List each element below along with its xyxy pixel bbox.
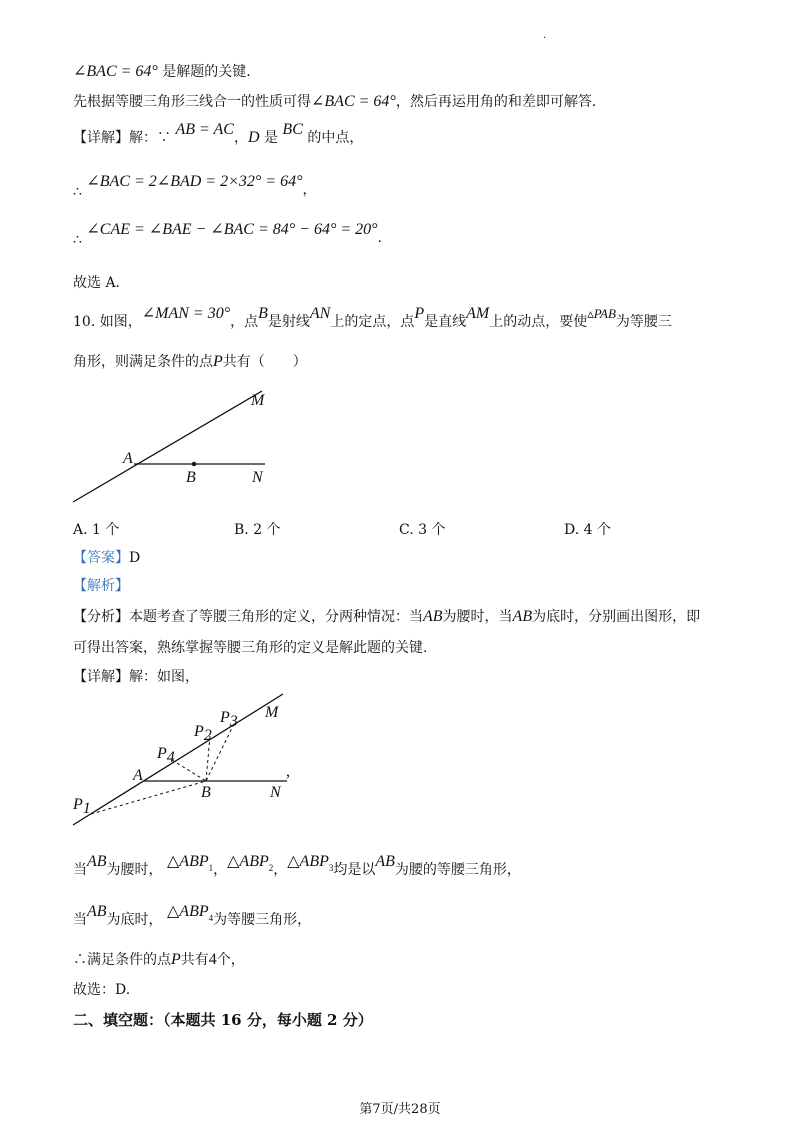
label-a: A <box>123 450 133 467</box>
choice-value: 4 个 <box>583 522 611 538</box>
text: 为底时，分别画出图形，即 <box>532 609 701 625</box>
solution-line-4 <box>73 172 317 200</box>
choice-c <box>399 519 445 539</box>
text: 为腰的等腰三角形， <box>394 862 521 878</box>
math: AB <box>87 903 107 920</box>
therefore-symbol: ∴ <box>73 232 82 248</box>
text: ∴满足条件的点 <box>73 952 171 968</box>
triangle-abp1: $\triangle ABP_1$ <box>167 853 214 873</box>
label-m: M <box>265 704 279 721</box>
text: ，点 <box>230 314 259 330</box>
analysis-line-1 <box>73 607 700 627</box>
choice-value: 2 个 <box>253 522 281 538</box>
math: B <box>258 305 268 322</box>
segment-p4-b <box>172 760 206 781</box>
answer-tag: 【答案】 <box>73 550 129 566</box>
because-symbol: ∵ <box>157 130 171 146</box>
label-p1: P1 <box>73 796 91 817</box>
math: ▵PAB <box>587 306 616 321</box>
text: 先根据等腰三角形三线合一的性质可得 <box>73 94 311 110</box>
label-n: N <box>270 784 281 801</box>
math: AB = AC <box>175 121 234 138</box>
text: 是 <box>263 130 278 146</box>
triangle-abp3: $\triangle ABP_3$ <box>287 853 334 873</box>
text: ，然后再运用角的和差即可解答. <box>395 94 597 110</box>
choice-d <box>564 519 611 539</box>
label-p3: P3 <box>220 709 238 730</box>
math: BC <box>282 121 303 138</box>
math: 4 <box>208 951 217 968</box>
math: ∠BAC = 2∠BAD = 2×32° = 64° <box>86 173 303 190</box>
answer-line <box>73 548 140 568</box>
triangle-abp2: $\triangle ABP_2$ <box>227 853 274 873</box>
text: 上的动点，要使 <box>489 314 588 330</box>
math: AB <box>423 608 443 625</box>
text: 为底时， <box>106 912 163 928</box>
text: 共有 <box>180 952 209 968</box>
choice-b <box>234 519 281 539</box>
solution-line-1 <box>73 62 251 82</box>
math: ∠BAC = 64° <box>311 93 396 110</box>
text: 共有（ ） <box>222 354 307 370</box>
text: 是解题的关键. <box>162 64 251 80</box>
line-am <box>73 391 262 502</box>
text: 解：如图， <box>129 669 199 685</box>
figure-2 <box>60 688 310 833</box>
math-angle-bac: ∠BAC = 64° <box>73 63 158 80</box>
choice-label: D. <box>564 522 580 538</box>
math: AM <box>466 305 490 322</box>
figure-1 <box>60 385 290 515</box>
math: AN <box>309 305 331 322</box>
math: AB <box>375 853 395 870</box>
analysis-tag: 【解析】 <box>73 578 129 594</box>
choice-label: C. <box>399 522 414 538</box>
math: D <box>247 129 260 146</box>
section-heading: 二、填空题：（本题共 16 分，每小题 2 分） <box>73 1011 373 1029</box>
text: ， <box>273 862 288 878</box>
text: ， <box>233 130 248 146</box>
text: 均是以 <box>333 862 376 878</box>
therefore-symbol: ∴ <box>73 184 82 200</box>
solution-line-2 <box>73 92 596 112</box>
text: 是射线 <box>267 314 310 330</box>
page-marker: . <box>543 30 547 41</box>
text: 为腰时，当 <box>442 609 513 625</box>
text: 为腰时， <box>106 862 163 878</box>
detail-tag: 【详解】解： <box>73 130 157 146</box>
solution-line-6: 故选 A. <box>73 275 121 291</box>
math: P <box>414 305 425 322</box>
label-b: B <box>201 784 211 801</box>
analysis-subtag: 【分析】 <box>73 609 129 625</box>
question-number: 10. 如图， <box>73 314 142 330</box>
math: AB <box>87 853 107 870</box>
conclusion-line-1 <box>73 853 521 881</box>
conclusion-line-3 <box>73 950 245 970</box>
text: 个， <box>216 952 245 968</box>
label-a: A <box>133 767 143 784</box>
question-10-line-2 <box>73 352 307 372</box>
text: 本题考查了等腰三角形的定义，分两种情况：当 <box>129 609 423 625</box>
text: . <box>377 230 382 246</box>
math: ∠CAE = ∠BAE − ∠BAC = 84° − 64° = 20° <box>86 221 378 238</box>
point-b <box>192 462 196 466</box>
math: ∠MAN = 30° <box>141 305 231 322</box>
label-b: B <box>186 469 196 486</box>
text: 当 <box>73 912 87 928</box>
label-p2: P2 <box>194 723 212 744</box>
text: 角形，则满足条件的点 <box>73 354 213 370</box>
label-m: M <box>251 392 265 409</box>
question-10-line-1 <box>73 305 672 332</box>
choice-label: A. <box>73 522 88 538</box>
page-footer: 第7页/共28页 <box>359 1102 441 1117</box>
text: ， <box>213 862 228 878</box>
detail-line <box>73 667 199 687</box>
segment-p1-b <box>91 781 206 814</box>
analysis-line-2: 可得出答案，熟练掌握等腰三角形的定义是解此题的关键. <box>73 640 428 656</box>
conclusion-line-2 <box>73 903 312 931</box>
choice-a <box>73 519 119 539</box>
text: 为等腰三角形， <box>213 912 312 928</box>
line-am <box>73 694 283 825</box>
detail-tag: 【详解】 <box>73 669 129 685</box>
label-n: N <box>252 469 263 486</box>
text: 是直线 <box>424 314 467 330</box>
choice-value: 3 个 <box>418 522 446 538</box>
triangle-abp4: $\triangle ABP_4$ <box>167 903 214 923</box>
section-title <box>73 1010 373 1030</box>
label-p4: P4 <box>157 745 175 766</box>
solution-line-3 <box>73 121 364 148</box>
text: ， <box>302 182 317 198</box>
choice-value: 1 个 <box>92 522 120 538</box>
text: 当 <box>73 862 87 878</box>
choice-label: B. <box>234 522 249 538</box>
text: 为等腰三 <box>615 314 672 330</box>
text: 的中点， <box>307 130 364 146</box>
conclusion-line-4: 故选：D. <box>73 982 131 998</box>
solution-line-5 <box>73 220 382 248</box>
answer-value: D <box>129 550 141 566</box>
math: P <box>171 951 181 968</box>
trailing-comma: , <box>286 763 290 780</box>
text: 上的定点，点 <box>330 314 415 330</box>
math: P <box>213 353 223 370</box>
math: AB <box>512 608 533 625</box>
